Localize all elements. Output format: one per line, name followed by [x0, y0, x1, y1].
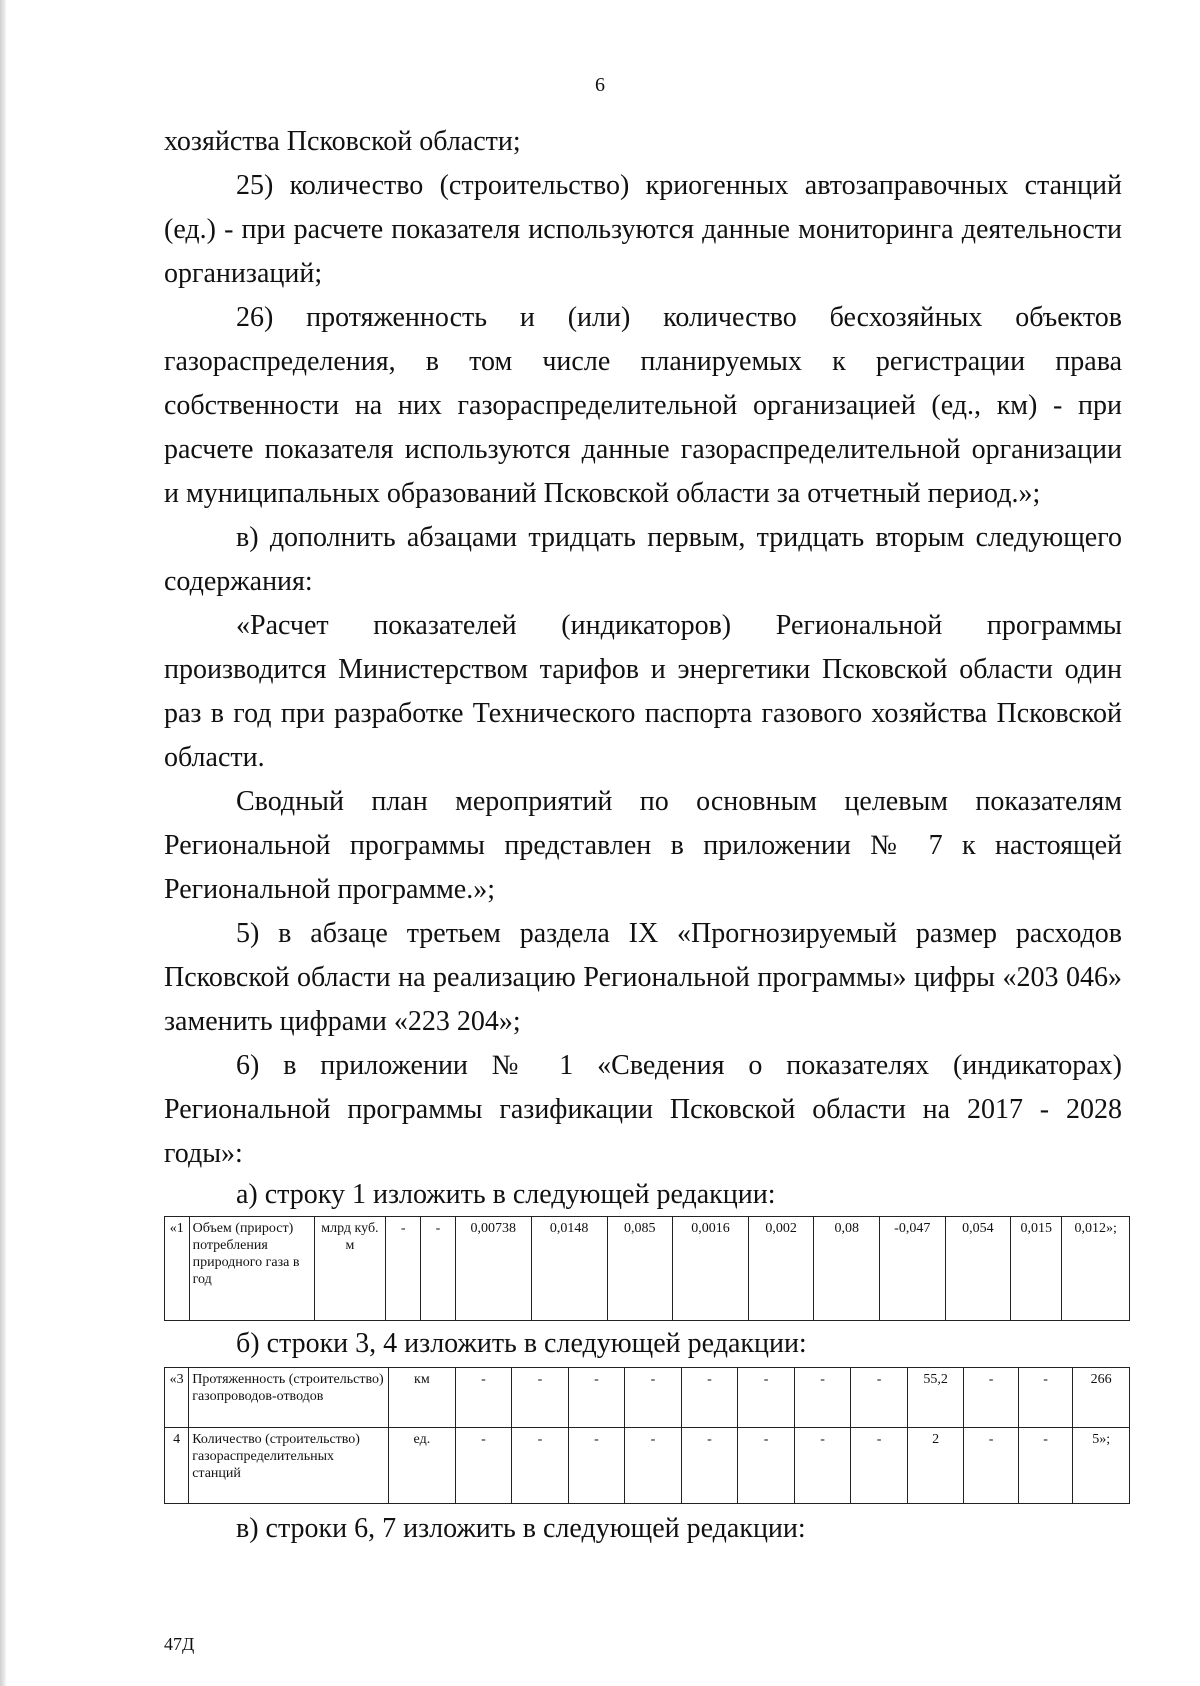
table-cell: -: [455, 1368, 512, 1428]
table-cell: Объем (прирост) потребления природного газа в год: [189, 1217, 314, 1321]
footer-code: 47Д: [164, 1634, 195, 1654]
page-number: 6: [595, 74, 605, 96]
paragraph-item-26: 26) протяженность и (или) количество бесхозяйных объектов газораспределения, в том числе планируемых к регистрации права собственности на них газораспределительной организацией (ед., км) - при расчете показателя используются данные газораспределительной организации и муниципальных образований Псковской области за отчетный период.»;: [164, 302, 1122, 509]
table-cell: -: [1018, 1368, 1073, 1428]
table-cell: 0,054: [945, 1217, 1011, 1321]
document-body: [164, 120, 1122, 1548]
table-cell: -: [1018, 1428, 1073, 1504]
table-cell: Протяженность (строительство) газопроводов-отводов: [189, 1368, 389, 1428]
paragraph-amend-v: в) дополнить абзацами тридцать первым, тридцать вторым следующего содержания:: [164, 522, 1122, 597]
table-row-1: [164, 1216, 1130, 1321]
table-row: [165, 1368, 1130, 1428]
table-row: [165, 1217, 1130, 1321]
paragraph-item-5: 5) в абзаце третьем раздела IX «Прогнозируемый размер расходов Псковской области на реализацию Региональной программы» цифры «203 046» заменить цифрами «223 204»;: [164, 918, 1122, 1037]
lead-b: б) строки 3, 4 изложить в следующей редакции:: [236, 1328, 807, 1359]
table-cell: 4: [165, 1428, 189, 1504]
table-cell: -: [568, 1368, 625, 1428]
table-cell: -0,047: [879, 1217, 945, 1321]
scan-edge: [0, 0, 6, 1686]
table-cell: -: [964, 1368, 1019, 1428]
table-cell: -: [455, 1428, 512, 1504]
table-cell: 266: [1073, 1368, 1130, 1428]
paragraph-item-25: 25) количество (строительство) криогенных автозаправочных станций (ед.) - при расчете показателя используются данные мониторинга деятельности организаций;: [164, 170, 1122, 289]
paragraph-item-6: 6) в приложении № 1 «Сведения о показателях (индикаторах) Региональной программы газификации Псковской области на 2017 - 2028 годы»:: [164, 1050, 1122, 1169]
table-cell: млрд куб. м: [314, 1217, 386, 1321]
table-cell: Количество (строительство) газораспределительных станций: [189, 1428, 389, 1504]
table-cell: 2: [907, 1428, 964, 1504]
table-cell: 0,015: [1011, 1217, 1062, 1321]
table-cell: -: [568, 1428, 625, 1504]
table-cell: 55,2: [907, 1368, 964, 1428]
lead-c: в) строки 6, 7 изложить в следующей редакции:: [236, 1513, 806, 1544]
table-cell: 0,012»;: [1062, 1217, 1130, 1321]
table-cell: -: [681, 1368, 738, 1428]
paragraph-quote-calc: «Расчет показателей (индикаторов) Региональной программы производится Министерством тарифов и энергетики Псковской области один раз в год при разработке Технического паспорта газового хозяйства Псковской области.: [164, 610, 1122, 773]
table-cell: 0,0148: [531, 1217, 607, 1321]
table-cell: -: [738, 1428, 795, 1504]
table-rows-3-4: [164, 1367, 1130, 1504]
lead-a: а) строку 1 изложить в следующей редакции:: [236, 1179, 776, 1210]
table-cell: -: [851, 1428, 908, 1504]
table-cell: -: [738, 1368, 795, 1428]
table-cell: -: [794, 1428, 851, 1504]
table-cell: 5»;: [1073, 1428, 1130, 1504]
table-cell: -: [512, 1368, 569, 1428]
table-cell: 0,0016: [673, 1217, 749, 1321]
table-cell: -: [421, 1217, 456, 1321]
table-cell: -: [794, 1368, 851, 1428]
table-cell: -: [964, 1428, 1019, 1504]
table-cell: 0,085: [607, 1217, 673, 1321]
table-cell: «3: [165, 1368, 189, 1428]
table-cell: 0,00738: [455, 1217, 531, 1321]
table-cell: -: [681, 1428, 738, 1504]
table-cell: км: [389, 1368, 456, 1428]
table-cell: 0,002: [748, 1217, 814, 1321]
table-row: [165, 1428, 1130, 1504]
table-cell: -: [851, 1368, 908, 1428]
table-cell: -: [512, 1428, 569, 1504]
table-cell: ед.: [389, 1428, 456, 1504]
table-cell: 0,08: [814, 1217, 880, 1321]
table-cell: -: [625, 1368, 682, 1428]
table-cell: -: [625, 1428, 682, 1504]
table-cell: «1: [165, 1217, 190, 1321]
paragraph-summary-plan: Сводный план мероприятий по основным целевым показателям Региональной программы представлен в приложении № 7 к настоящей Региональной программе.»;: [164, 786, 1122, 905]
paragraph-0: хозяйства Псковской области;: [164, 126, 521, 157]
table-cell: -: [386, 1217, 421, 1321]
